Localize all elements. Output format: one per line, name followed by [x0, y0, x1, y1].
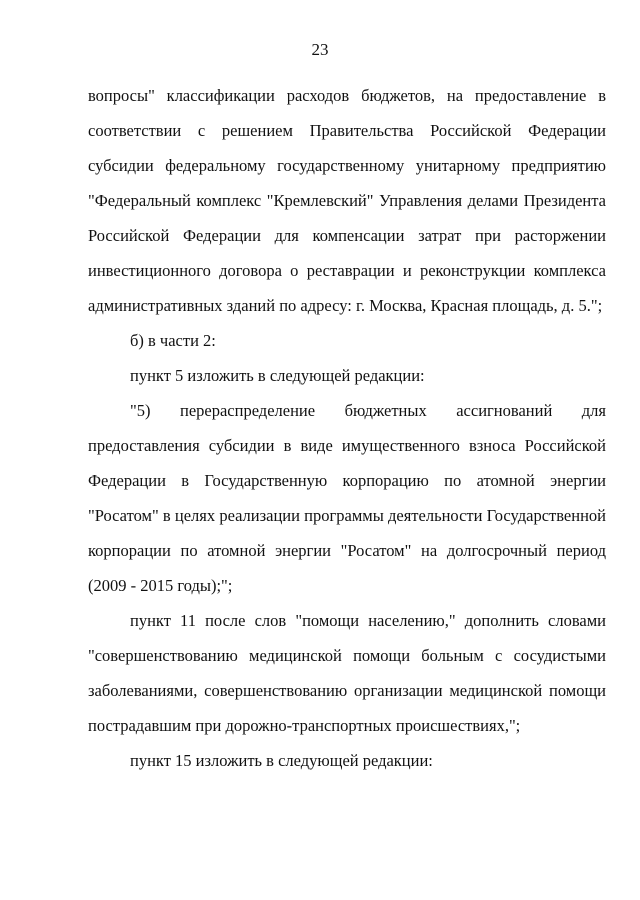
paragraph-part-2: б) в части 2:	[130, 331, 216, 350]
paragraph-item-11: пункт 11 после слов "помощи населению," дополнить словами "совершенствованию медицинской помощи больным с сосудистыми заболеваниями, совершенствованию организации медицинской помощи пострадавшим при дорожно-транспортных происшествиях,";	[88, 611, 606, 735]
paragraph-item-15-heading: пункт 15 изложить в следующей редакции:	[130, 751, 433, 770]
paragraph-item-5-heading: пункт 5 изложить в следующей редакции:	[130, 366, 425, 385]
paragraph-item-5-text: "5) перераспределение бюджетных ассигнований для предоставления субсидии в виде имущественного взноса Российской Федерации в Государственную корпорацию по атомной энергии "Росатом" в целях реализации программы деятельности Государственной корпорации по атомной энергии "Росатом" на долгосрочный период (2009 - 2015 годы);";	[88, 401, 606, 595]
document-body	[88, 78, 606, 778]
paragraph-budget-subsidy: вопросы" классификации расходов бюджетов, на предоставление в соответствии с решением Правительства Российской Федерации субсидии федеральному государственному унитарному предприятию "Федеральный комплекс "Кремлевский" Управления делами Президента Российской Федерации для компенсации затрат при расторжении инвестиционного договора о реставрации и реконструкции комплекса административных зданий по адресу: г. Москва, Красная площадь, д. 5.";	[88, 86, 606, 315]
page-number: 23	[311, 40, 329, 59]
